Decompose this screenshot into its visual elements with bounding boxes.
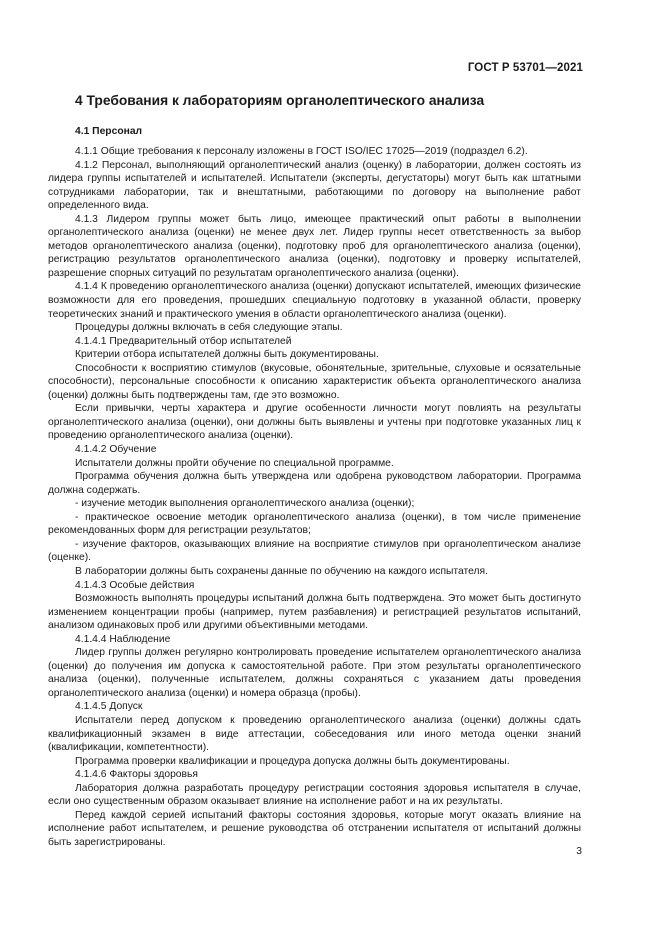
- standard-number: ГОСТ Р 53701—2021: [467, 62, 583, 74]
- body-text: [48, 145, 581, 849]
- clause-heading: 4.1.4.1 Предварительный отбор испытателей: [75, 335, 292, 347]
- list-item: - практическое освоение методик органолептического анализа (оценки), в том числе применение рекомендованных форм для регистрации результатов;: [48, 511, 581, 537]
- paragraph: 4.1.4 К проведению органолептического анализа (оценки) допускают испытателей, имеющих физические возможности для его проведения, прошедших специальную подготовку в указанной области, проверку теоретических знаний и практического умения в области органолептического анализа (оценки).: [48, 281, 581, 320]
- clause-heading: 4.1.4.5 Допуск: [75, 701, 143, 713]
- subsection-title: 4.1 Персонал: [75, 126, 143, 137]
- paragraph: 4.1.3 Лидером группы может быть лицо, имеющее практический опыт работы в выполнении органолептического анализа (оценки) не менее двух лет. Лидер группы несет ответственность за выбор методов органолептического анализа (оценки), подготовку проб для органолептического анализа (оценки), регистрацию результатов органолептического анализа (оценки), подготовку и проверку испытателей, разрешение спорных ситуаций по результатам органолептического анализа (оценки).: [48, 213, 581, 279]
- page-number: 3: [576, 846, 582, 857]
- paragraph: Лаборатория должна разработать процедуру регистрации состояния здоровья испытателя в случае, если оно существенным образом оказывает влияние на исполнение работ и на их результаты.: [48, 782, 581, 808]
- paragraph: В лаборатории должны быть сохранены данные по обучению на каждого испытателя.: [75, 565, 488, 577]
- clause-heading: 4.1.4.6 Факторы здоровья: [75, 769, 198, 781]
- paragraph: Процедуры должны включать в себя следующие этапы.: [75, 322, 343, 334]
- paragraph: Испытатели должны пройти обучение по специальной программе.: [75, 457, 394, 469]
- paragraph: Возможность выполнять процедуры испытаний должна быть подтверждена. Это может быть достигнуто изменением концентрации пробы (например, путем разбавления) и регистрацией результатов испытаний, анализом одинаковых проб или другими объективными методами.: [48, 593, 581, 632]
- paragraph: Способности к восприятию стимулов (вкусовые, обонятельные, зрительные, слуховые и осязательные способности), персональные способности к описанию характеристик объекта органолептического анализа (оценки) должны быть подтверждены там, где это возможно.: [48, 362, 581, 401]
- paragraph: Перед каждой серией испытаний факторы состояния здоровья, которые могут оказать влияние на исполнение работ испытателем, и решение руководства об отстранении испытателя от испытаний должны быть зарегистрированы.: [48, 809, 581, 848]
- list-item: - изучение методик выполнения органолептического анализа (оценки);: [75, 498, 415, 510]
- paragraph: Программа обучения должна быть утверждена или одобрена руководством лаборатории. Программа должна содержать.: [48, 471, 581, 496]
- paragraph: Лидер группы должен регулярно контролировать проведение испытателем органолептического анализа (оценки) до получения им допуска к самостоятельной работе. При этом результаты органолептического анализа (оценки), полученные испытателем, должны сохраняться с указанием даты проведения органолептического анализа (оценки) и номера образца (пробы).: [48, 647, 581, 699]
- clause-heading: 4.1.4.4 Наблюдение: [75, 633, 171, 645]
- section-title: 4 Требования к лабораториям органолептического анализа: [75, 93, 485, 108]
- list-item: - изучение факторов, оказывающих влияние на восприятие стимулов при органолептическом анализе (оценке).: [48, 538, 581, 564]
- paragraph: Испытатели перед допуском к проведению органолептического анализа (оценки) должны сдать квалификационный экзамен в виде аттестации, собеседования или иного метода оценки знаний (квалификации, компетентности).: [48, 714, 581, 754]
- paragraph: 4.1.1 Общие требования к персоналу изложены в ГОСТ ISO/IEC 17025—2019 (подраздел 6.2).: [75, 146, 528, 157]
- clause-heading: 4.1.4.2 Обучение: [75, 444, 157, 456]
- clause-heading: 4.1.4.3 Особые действия: [75, 579, 195, 591]
- paragraph: Если привычки, черты характера и другие особенности личности могут повлиять на результаты органолептического анализа (оценки), они должны быть выявлены и учтены при подготовке указанных лиц к проведению органолептического анализа (оценки).: [48, 403, 581, 442]
- paragraph: 4.1.2 Персонал, выполняющий органолептический анализ (оценку) в лаборатории, должен состоять из лидера группы испытателей и испытателей. Испытатели (эксперты, дегустаторы) могут быть как штатными сотрудниками лаборатории, так и внештатными, работающими по договору на выполнение работ определенного вида.: [48, 159, 581, 212]
- paragraph: Критерии отбора испытателей должны быть документированы.: [75, 349, 379, 361]
- paragraph: Программа проверки квалификации и процедура допуска должны быть документированы.: [75, 755, 510, 767]
